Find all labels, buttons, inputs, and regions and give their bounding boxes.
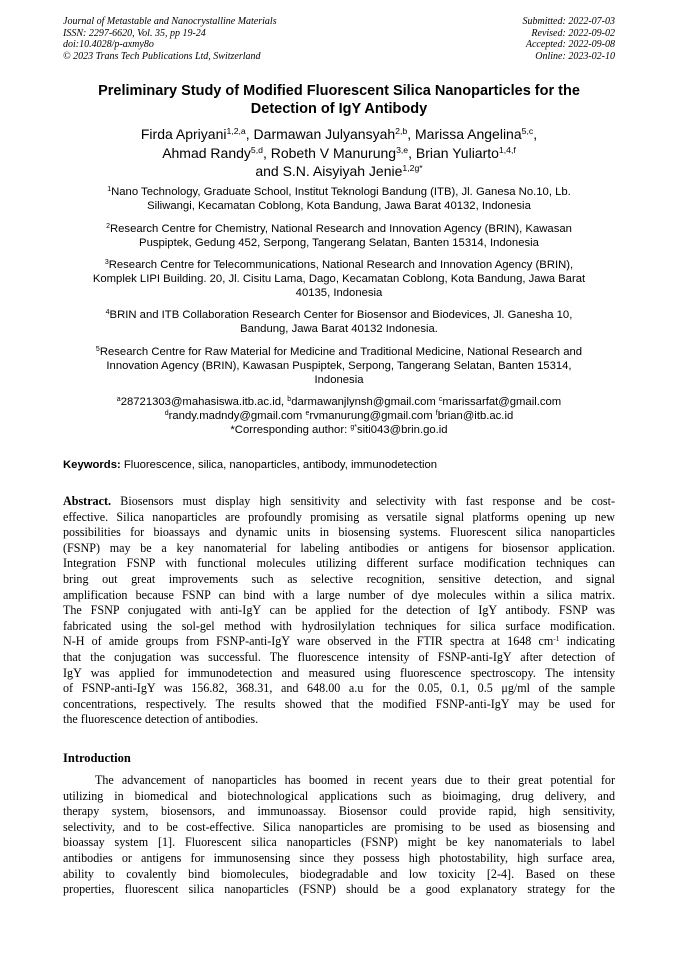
affiliation-text: Siliwangi, Kecamatan Coblong, Kota Bandung, Jawa Barat 40132, Indonesia <box>147 200 531 212</box>
abstract-label: Abstract. <box>63 494 112 508</box>
body-line: bioassay system [1]. Fluorescent silica nanoparticles (FSNP) might be key nanomaterials to label <box>63 835 615 850</box>
author-affil-sup: 1,4,f <box>498 144 516 155</box>
affiliation-number: 5 <box>95 346 100 354</box>
author-list <box>70 125 608 181</box>
keywords-label: Keywords: <box>63 459 121 471</box>
abstract-line: The FSNP conjugated with anti-IgY can be applied for the detection of IgY antibody. FSNP was <box>63 603 615 618</box>
affiliation-text: Research Centre for Telecommunications, National Research and Innovation Agency (BRIN), <box>108 259 574 271</box>
affiliation-text: Nano Technology, Graduate School, Institut Teknologi Bandung (ITB), Jl. Ganesa No.10, Lb. <box>111 186 571 198</box>
email-line <box>63 423 615 437</box>
affiliation-text: Research Centre for Raw Material for Medicine and Traditional Medicine, National Research and <box>99 346 583 358</box>
email-sup: a <box>116 396 121 404</box>
keywords <box>63 458 615 472</box>
email-sup: f <box>435 410 438 418</box>
abstract-line: the fluorescence detection of antibodies. <box>63 712 259 727</box>
body-line: selectivity, and to be cost-effective. Silica nanoparticles are promising to be used as biosensing and <box>63 819 615 834</box>
affiliation-number: 2 <box>106 223 110 231</box>
author-affil-sup: 2,b <box>395 126 408 137</box>
body-line: ability to covalently bind biomolecules, biodegradable and low toxicity [2-4]. Based on these <box>63 866 615 881</box>
body-line: The advancement of nanoparticles has boomed in recent years due to their great potential for <box>95 773 615 787</box>
affiliation-text: 40135, Indonesia <box>295 287 383 299</box>
author-email: darmawanjlynsh@gmail.com <box>291 396 439 408</box>
author-affil-sup: 5,d <box>250 144 263 155</box>
abstract-line <box>63 634 615 650</box>
corresponding-email: siti043@brin.go.id <box>356 424 448 436</box>
affiliation-text: Komplek LIPI Building. 20, Jl. Cisitu Lama, Dago, Kecamatan Coblong, Kota Bandung, Jawa Barat <box>92 273 586 285</box>
affiliation-text: Puspiptek, Gedung 452, Serpong, Tangerang Selatan, Banten 15314, Indonesia <box>139 237 539 249</box>
author-email: 28721303@mahasiswa.itb.ac.id, <box>120 396 288 408</box>
affiliation-number: 1 <box>107 186 112 194</box>
author-affil-sup: 5,c <box>521 126 534 137</box>
abstract-text: indicating <box>559 634 616 649</box>
author-name: Ahmad Randy <box>162 144 251 161</box>
email-sup: c <box>438 396 443 404</box>
abstract-line: possibilities for bioassays and dynamic units in biosensing systems. Fluorescent silica nanoparticles <box>63 525 615 540</box>
abstract-line: concentrations, respectively. The results showed that the modified FSNP-anti-IgY may be used for <box>63 696 615 711</box>
author-name: Firda Apriyani <box>140 126 227 142</box>
email-sup: d <box>164 410 169 418</box>
body-line: utilizing in biomedical and biotechnological applications such as bioimaging, drug delivery, and <box>63 788 615 803</box>
author-line: Firda Apriyani$^{1,2,a}$, Darmawan Julyansyah$^{2,b}$, Marissa Angelina$^{5,c}$, <box>140 126 538 142</box>
author-name: Marissa Angelina <box>415 126 522 142</box>
journal-issn: ISSN: 2297-6620, Vol. 35, pp 19-24 <box>63 27 206 39</box>
journal-doi: doi:10.4028/p-axmy8o <box>63 39 154 50</box>
affiliation-number: 3 <box>104 259 109 267</box>
abstract-line: of FSNP-anti-IgY was 156.82, 368.31, and 648.00 a.u for the 0.05, 0.1, 0.5 μg/ml of the sample <box>63 681 615 696</box>
date-revised: Revised: 2022-09-02 <box>531 27 615 39</box>
abstract-text: N-H of amide groups from FSNP-anti-IgY ware observed in the FTIR spectra at 1648 cm <box>63 634 554 649</box>
email-sup: g* <box>350 424 357 432</box>
author-affil-sup: 1,2g* <box>402 163 423 174</box>
corresponding-label: *Corresponding author: <box>230 424 351 436</box>
date-accepted: Accepted: 2022-09-08 <box>525 39 615 50</box>
abstract-line: bring out great improvements such as selective recognition, sensitive detection, and signal <box>63 571 615 586</box>
paper-title <box>63 82 615 118</box>
affiliation-text: Innovation Agency (BRIN), Kawasan Puspiptek, Serpong, Tangerang Selatan, Banten 15314, <box>106 360 572 372</box>
abstract-line: fabricated using the sol-gel method with hydrosilylation techniques for silica surface modification. <box>63 618 615 633</box>
affiliation-text: Indonesia <box>314 374 364 386</box>
abstract-line: that the conjugation was successful. The fluorescence intensity of FSNP-anti-IgY after detection of <box>63 649 615 664</box>
author-email: marissarfat@gmail.com <box>442 396 562 408</box>
body-line: properties, fluorescent silica nanoparticles (FSNP) should be a good explanatory strategy for the <box>63 882 615 897</box>
author-emails <box>63 395 615 437</box>
author-email: randy.madndy@gmail.com <box>168 410 306 422</box>
email-sup: b <box>287 396 292 404</box>
title-line: Preliminary Study of Modified Fluorescent Silica Nanoparticles for the <box>98 83 580 99</box>
affiliation-text: Bandung, Jawa Barat 40132 Indonesia. <box>240 323 438 335</box>
affiliation-text: BRIN and ITB Collaboration Research Center for Biosensor and Biodevices, Jl. Ganesha 10, <box>109 309 573 321</box>
affiliation <box>63 185 615 213</box>
author-name: Brian Yuliarto <box>415 144 499 161</box>
author-line: Ahmad Randy$^{5,d}$, Robeth V Manurung$^{3,e}$, Brian Yuliarto$^{1,4,f}$ <box>162 144 516 161</box>
abstract <box>63 494 615 728</box>
abstract-line: Integration FSNP with functional molecules utilizing different surface modification techniques can <box>63 556 615 571</box>
date-online: Online: 2023-02-10 <box>535 50 615 62</box>
body-line: antibodies or antigens for immunosensing since they possess high photostability, high surface area, <box>63 850 615 865</box>
affiliation <box>63 345 615 387</box>
author-line <box>70 162 608 181</box>
author-name: Darmawan Julyansyah <box>253 126 396 142</box>
journal-copyright: © 2023 Trans Tech Publications Ltd, Switzerland <box>63 50 261 62</box>
abstract-line: effective. Silica nanoparticles are profoundly promising as versatile signal platforms opening up new <box>63 509 615 524</box>
abstract-line: IgY was applied for immunodetection and measured using fluorescence spectroscopy. The intensity <box>63 665 615 680</box>
affiliation-text: Research Centre for Chemistry, National Research and Innovation Agency (BRIN), Kawasan <box>109 223 572 235</box>
abstract-line: (FSNP) may be a key nanomaterial for labeling antibodies or antigens for biosensor application. <box>63 540 615 555</box>
title-line: Detection of IgY Antibody <box>250 101 428 117</box>
keywords-text: Fluorescence, silica, nanoparticles, antibody, immunodetection <box>120 459 438 471</box>
unit-exponent: -1 <box>553 634 560 644</box>
email-line <box>63 395 615 409</box>
author-conjunction: and <box>255 163 279 179</box>
author-name: S.N. Aisyiyah Jenie <box>282 163 403 179</box>
email-line <box>63 409 615 423</box>
email-sup: e <box>305 410 310 418</box>
publication-dates <box>523 16 616 62</box>
body-line: therapy system, biosensors, and immunoassay. Biosensor could provide rapid, high sensitivity, <box>63 804 615 819</box>
affiliation <box>63 222 615 250</box>
affiliation-number: 4 <box>105 309 110 317</box>
author-affil-sup: 1,2,a <box>226 126 246 137</box>
journal-name: Journal of Metastable and Nanocrystalline Materials <box>63 16 277 27</box>
abstract-text: Biosensors must display high sensitivity and selectivity with fast response and be cost- <box>111 494 615 508</box>
author-email: brian@itb.ac.id <box>437 410 514 422</box>
journal-info <box>63 16 277 62</box>
affiliation <box>63 258 615 300</box>
abstract-line: amplification because FSNP can bind with a large number of dye molecules within a silica matrix. <box>63 587 615 602</box>
abstract-line <box>63 494 615 510</box>
author-email: rvmanurung@gmail.com <box>309 410 436 422</box>
date-submitted: Submitted: 2022-07-03 <box>522 16 615 27</box>
section-heading: Introduction <box>63 751 131 765</box>
author-affil-sup: 3,e <box>396 144 409 155</box>
introduction-body <box>63 773 615 898</box>
author-name: Robeth V Manurung <box>270 144 397 161</box>
affiliation <box>63 308 615 336</box>
